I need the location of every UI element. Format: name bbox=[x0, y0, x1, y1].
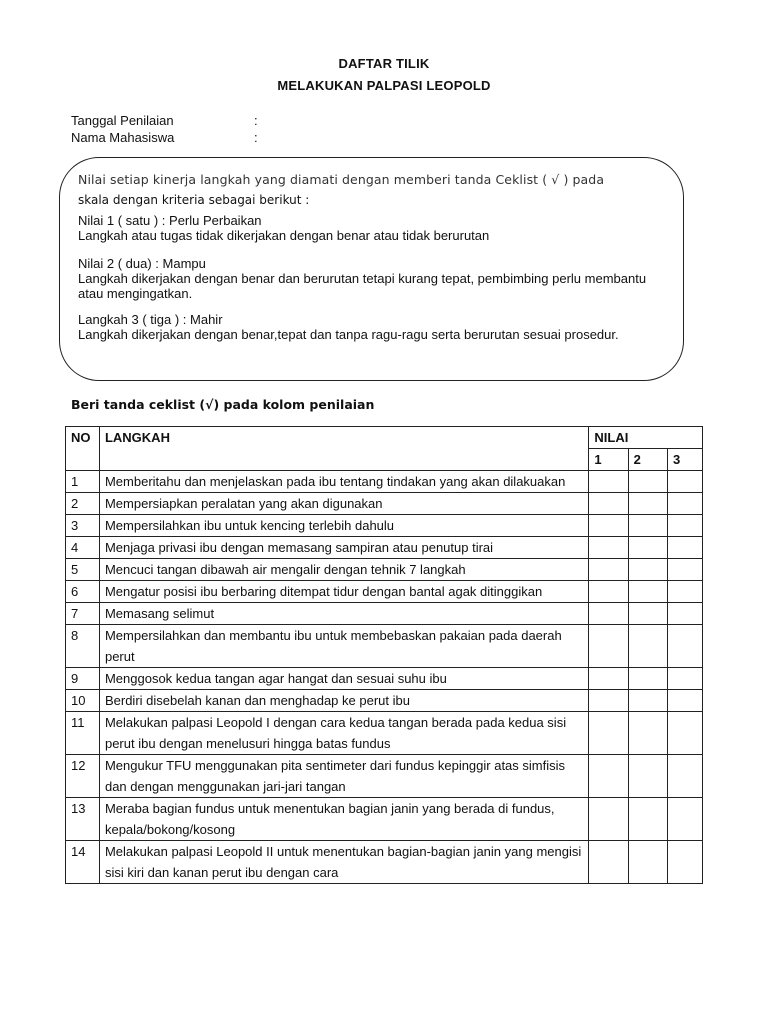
score-checkbox-3[interactable] bbox=[667, 668, 702, 690]
score-checkbox-1[interactable] bbox=[589, 798, 628, 841]
document-subtitle: MELAKUKAN PALPASI LEOPOLD bbox=[277, 78, 491, 93]
criteria-level-2 bbox=[78, 256, 668, 301]
row-step: Mengatur posisi ibu berbaring ditempat tidur dengan bantal agak ditinggikan bbox=[99, 581, 588, 603]
score-checkbox-1[interactable] bbox=[589, 712, 628, 755]
column-header-score: NILAI bbox=[589, 427, 703, 449]
column-header-no: NO bbox=[66, 427, 100, 471]
score-checkbox-2[interactable] bbox=[628, 798, 667, 841]
criteria-description: Langkah atau tugas tidak dikerjakan dengan benar atau tidak berurutan bbox=[78, 228, 490, 243]
document-title: DAFTAR TILIK bbox=[338, 56, 430, 71]
row-number: 10 bbox=[66, 690, 100, 712]
score-checkbox-2[interactable] bbox=[628, 493, 667, 515]
row-number: 4 bbox=[66, 537, 100, 559]
score-checkbox-1[interactable] bbox=[589, 537, 628, 559]
row-number: 8 bbox=[66, 625, 100, 668]
table-row bbox=[66, 559, 703, 581]
row-step: Menggosok kedua tangan agar hangat dan sesuai suhu ibu bbox=[99, 668, 588, 690]
score-checkbox-1[interactable] bbox=[589, 755, 628, 798]
score-level-3: 3 bbox=[667, 449, 702, 471]
row-step: Meraba bagian fundus untuk menentukan bagian janin yang berada di fundus, kepala/bokong/kosong bbox=[99, 798, 588, 841]
table-row bbox=[66, 625, 703, 668]
score-checkbox-2[interactable] bbox=[628, 755, 667, 798]
checklist-table bbox=[65, 426, 703, 884]
row-number: 2 bbox=[66, 493, 100, 515]
row-number: 9 bbox=[66, 668, 100, 690]
score-checkbox-2[interactable] bbox=[628, 559, 667, 581]
score-checkbox-3[interactable] bbox=[667, 625, 702, 668]
score-checkbox-2[interactable] bbox=[628, 625, 667, 668]
score-checkbox-3[interactable] bbox=[667, 537, 702, 559]
score-checkbox-3[interactable] bbox=[667, 515, 702, 537]
score-checkbox-2[interactable] bbox=[628, 515, 667, 537]
score-checkbox-2[interactable] bbox=[628, 471, 667, 493]
row-number: 1 bbox=[66, 471, 100, 493]
score-checkbox-1[interactable] bbox=[589, 493, 628, 515]
score-checkbox-2[interactable] bbox=[628, 537, 667, 559]
table-row bbox=[66, 712, 703, 755]
criteria-level-3 bbox=[78, 312, 668, 342]
score-checkbox-3[interactable] bbox=[667, 471, 702, 493]
score-checkbox-1[interactable] bbox=[589, 559, 628, 581]
field-label: Nama Mahasiswa bbox=[71, 130, 175, 145]
row-step: Mengukur TFU menggunakan pita sentimeter dari fundus kepinggir atas simfisis dan dengan menggunakan jari-jari tangan bbox=[99, 755, 588, 798]
table-row bbox=[66, 755, 703, 798]
score-checkbox-2[interactable] bbox=[628, 668, 667, 690]
criteria-heading: Nilai 2 ( dua) : Mampu bbox=[78, 256, 206, 271]
field-separator: : bbox=[254, 130, 258, 145]
score-checkbox-1[interactable] bbox=[589, 841, 628, 884]
score-checkbox-2[interactable] bbox=[628, 581, 667, 603]
score-checkbox-1[interactable] bbox=[589, 515, 628, 537]
score-checkbox-2[interactable] bbox=[628, 841, 667, 884]
row-step: Mempersilahkan dan membantu ibu untuk membebaskan pakaian pada daerah perut bbox=[99, 625, 588, 668]
row-step: Melakukan palpasi Leopold II untuk menentukan bagian-bagian janin yang mengisi sisi kiri dan kanan perut ibu dengan cara bbox=[99, 841, 588, 884]
field-assessment-date bbox=[71, 113, 258, 128]
table-row bbox=[66, 537, 703, 559]
row-step: Mempersiapkan peralatan yang akan digunakan bbox=[99, 493, 588, 515]
field-separator: : bbox=[254, 113, 258, 128]
score-checkbox-3[interactable] bbox=[667, 798, 702, 841]
row-step: Mempersilahkan ibu untuk kencing terlebih dahulu bbox=[99, 515, 588, 537]
row-number: 12 bbox=[66, 755, 100, 798]
score-checkbox-1[interactable] bbox=[589, 690, 628, 712]
table-row bbox=[66, 690, 703, 712]
score-checkbox-3[interactable] bbox=[667, 559, 702, 581]
score-checkbox-3[interactable] bbox=[667, 690, 702, 712]
score-checkbox-1[interactable] bbox=[589, 625, 628, 668]
score-checkbox-1[interactable] bbox=[589, 603, 628, 625]
criteria-description: Langkah dikerjakan dengan benar,tepat dan tanpa ragu-ragu serta berurutan sesuai prosedur. bbox=[78, 327, 619, 342]
score-checkbox-1[interactable] bbox=[589, 668, 628, 690]
row-number: 13 bbox=[66, 798, 100, 841]
table-row bbox=[66, 493, 703, 515]
table-header-row bbox=[66, 427, 703, 449]
score-checkbox-2[interactable] bbox=[628, 690, 667, 712]
row-number: 11 bbox=[66, 712, 100, 755]
criteria-heading: Langkah 3 ( tiga ) : Mahir bbox=[78, 312, 223, 327]
checklist-instruction: Beri tanda ceklist (√) pada kolom penilaian bbox=[71, 397, 375, 412]
criteria-intro-continued: skala dengan kriteria sebagai berikut : bbox=[78, 193, 310, 207]
column-header-step: LANGKAH bbox=[99, 427, 588, 471]
table-row bbox=[66, 471, 703, 493]
row-number: 14 bbox=[66, 841, 100, 884]
score-checkbox-2[interactable] bbox=[628, 712, 667, 755]
table-row bbox=[66, 603, 703, 625]
score-level-2: 2 bbox=[628, 449, 667, 471]
table-row bbox=[66, 841, 703, 884]
row-step: Memberitahu dan menjelaskan pada ibu tentang tindakan yang akan dilakuakan bbox=[99, 471, 588, 493]
row-number: 5 bbox=[66, 559, 100, 581]
row-step: Mencuci tangan dibawah air mengalir dengan tehnik 7 langkah bbox=[99, 559, 588, 581]
row-number: 3 bbox=[66, 515, 100, 537]
score-checkbox-3[interactable] bbox=[667, 755, 702, 798]
row-step: Berdiri disebelah kanan dan menghadap ke perut ibu bbox=[99, 690, 588, 712]
score-level-1: 1 bbox=[589, 449, 628, 471]
score-checkbox-1[interactable] bbox=[589, 581, 628, 603]
row-number: 7 bbox=[66, 603, 100, 625]
score-checkbox-3[interactable] bbox=[667, 841, 702, 884]
score-checkbox-3[interactable] bbox=[667, 581, 702, 603]
row-step: Melakukan palpasi Leopold I dengan cara kedua tangan berada pada kedua sisi perut ibu dengan menelusuri hingga batas fundus bbox=[99, 712, 588, 755]
score-checkbox-2[interactable] bbox=[628, 603, 667, 625]
row-step: Memasang selimut bbox=[99, 603, 588, 625]
table-row bbox=[66, 798, 703, 841]
criteria-description: Langkah dikerjakan dengan benar dan berurutan tetapi kurang tepat, pembimbing perlu membantu atau mengingatkan. bbox=[78, 271, 647, 301]
score-checkbox-3[interactable] bbox=[667, 493, 702, 515]
criteria-level-1 bbox=[78, 213, 489, 243]
criteria-heading: Nilai 1 ( satu ) : Perlu Perbaikan bbox=[78, 213, 262, 228]
score-checkbox-3[interactable] bbox=[667, 712, 702, 755]
table-row bbox=[66, 581, 703, 603]
table-row bbox=[66, 515, 703, 537]
row-number: 6 bbox=[66, 581, 100, 603]
field-label: Tanggal Penilaian bbox=[71, 113, 174, 128]
score-checkbox-3[interactable] bbox=[667, 603, 702, 625]
field-student-name bbox=[71, 130, 258, 145]
row-step: Menjaga privasi ibu dengan memasang sampiran atau penutup tirai bbox=[99, 537, 588, 559]
table-row bbox=[66, 668, 703, 690]
score-checkbox-1[interactable] bbox=[589, 471, 628, 493]
criteria-intro: Nilai setiap kinerja langkah yang diamati dengan memberi tanda Ceklist ( √ ) pada bbox=[78, 172, 605, 187]
